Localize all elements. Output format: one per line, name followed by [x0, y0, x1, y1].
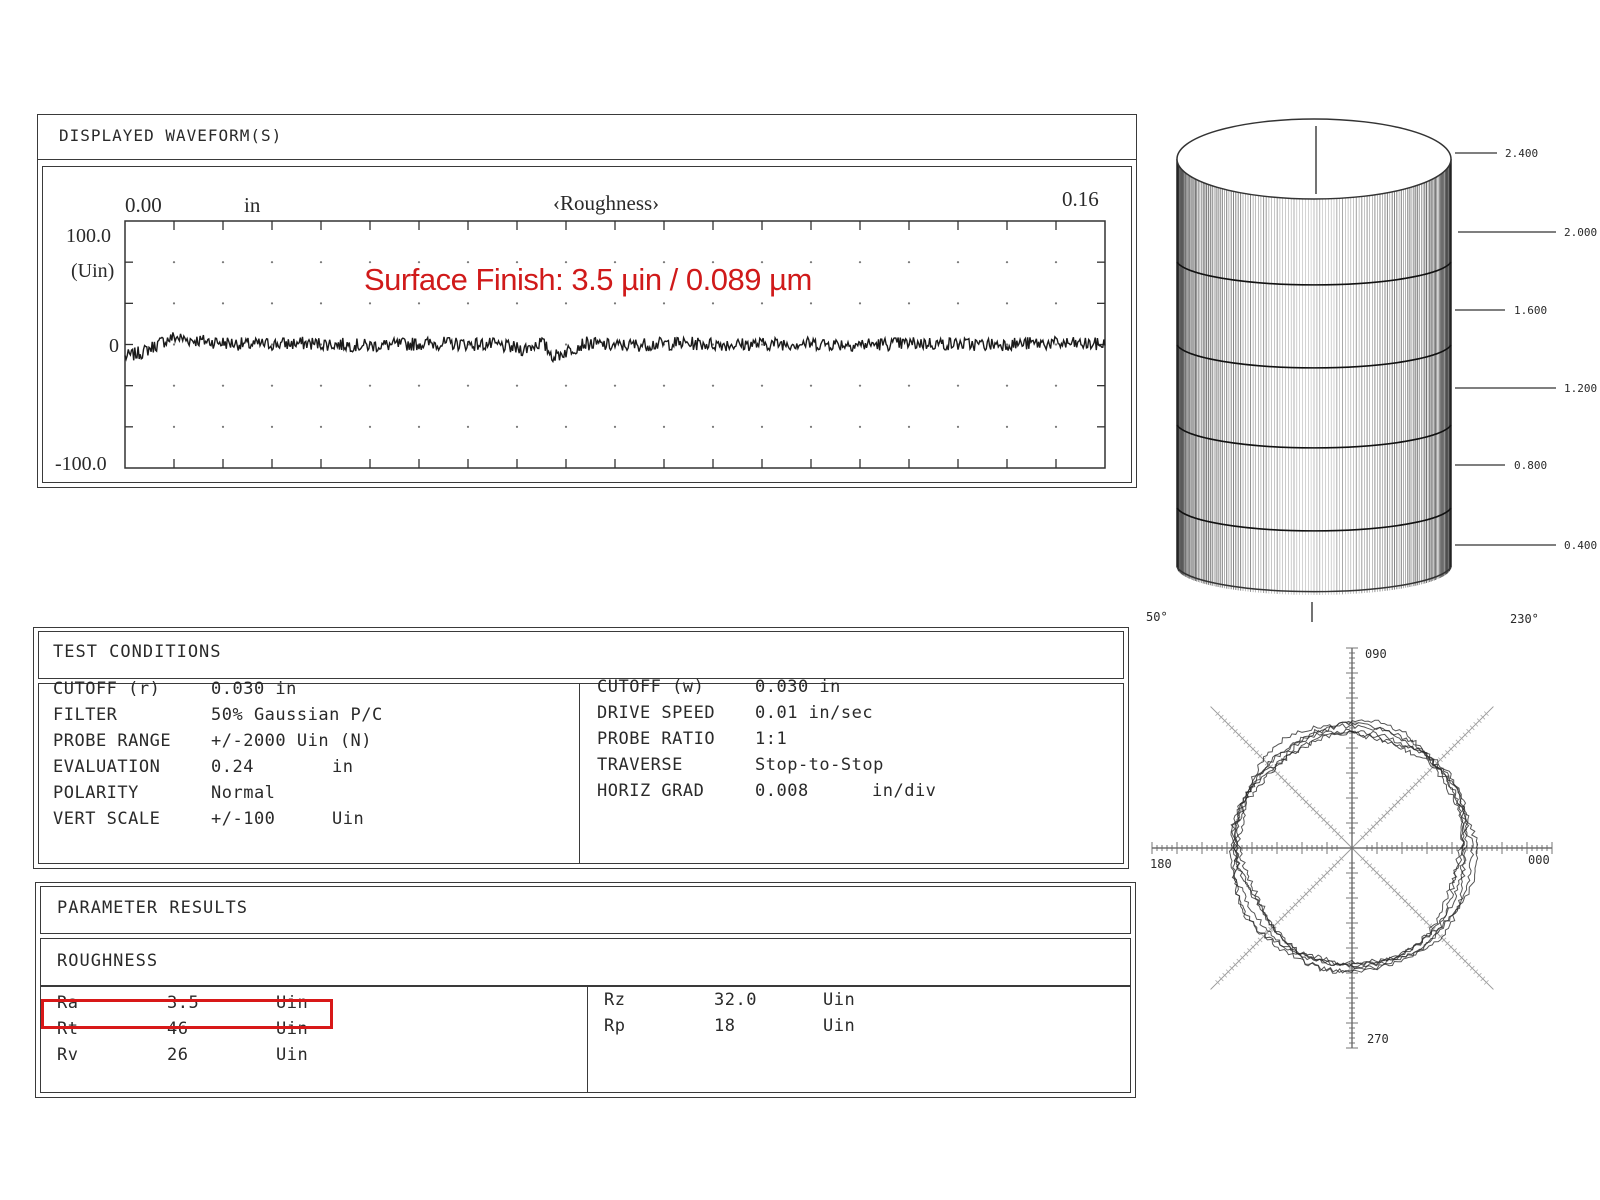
param-row	[53, 809, 533, 833]
grid-dot	[908, 261, 910, 263]
param-key: CUTOFF (r)	[53, 679, 161, 699]
grid-dot	[614, 302, 616, 304]
grid-dot	[516, 426, 518, 428]
param-value: 0.030 in	[211, 679, 297, 699]
param-key: PROBE RANGE	[53, 731, 172, 751]
grid-dot	[761, 426, 763, 428]
grid-dot	[761, 385, 763, 387]
grid-dot	[663, 302, 665, 304]
grid-dot	[810, 302, 812, 304]
cylinder-top	[1177, 119, 1451, 199]
param-value: 0.008	[755, 781, 809, 801]
y-zero-label: 0	[109, 335, 119, 357]
param-key: DRIVE SPEED	[597, 703, 716, 723]
polar-top-label: 090	[1365, 647, 1387, 661]
parameter-results-panel	[35, 882, 1136, 1098]
param-row	[53, 705, 533, 729]
grid-dot	[957, 426, 959, 428]
grid-dot	[418, 426, 420, 428]
param-key: PROBE RATIO	[597, 729, 716, 749]
param-value: 1:1	[755, 729, 788, 749]
grid-dot	[222, 261, 224, 263]
grid-dot	[271, 261, 273, 263]
parameter-results-title: PARAMETER RESULTS	[57, 898, 248, 918]
param-value: 3.5	[167, 993, 200, 1013]
param-key: FILTER	[53, 705, 118, 725]
grid-dot	[957, 385, 959, 387]
grid-dot	[1006, 385, 1008, 387]
surface-finish-annotation: Surface Finish: 3.5 µin / 0.089 µm	[364, 262, 812, 297]
grid-dot	[369, 385, 371, 387]
param-row	[597, 729, 1077, 753]
x-end-label: 0.16	[1062, 187, 1099, 211]
param-row	[604, 1016, 1084, 1040]
height-scale-label: 2.400	[1505, 147, 1539, 160]
param-key: EVALUATION	[53, 757, 161, 777]
grid-dot	[1006, 426, 1008, 428]
grid-dot	[1055, 261, 1057, 263]
grid-dot	[859, 385, 861, 387]
cylinder-surface-stripes	[1177, 159, 1451, 595]
param-unit: Uin	[276, 1045, 309, 1065]
param-row	[53, 783, 533, 807]
param-value: 18	[714, 1016, 736, 1036]
grid-dot	[173, 385, 175, 387]
test-conditions-title: TEST CONDITIONS	[53, 642, 222, 662]
roughness-subtitle: ROUGHNESS	[57, 951, 159, 971]
grid-dot	[1055, 302, 1057, 304]
param-value: 50% Gaussian P/C	[211, 705, 383, 725]
param-unit: Uin	[332, 809, 365, 829]
grid-dot	[712, 426, 714, 428]
grid-dot	[712, 302, 714, 304]
param-value: +/-100	[211, 809, 276, 829]
grid-dot	[614, 385, 616, 387]
grid-dot	[565, 302, 567, 304]
param-value: 0.01 in/sec	[755, 703, 874, 723]
y-top-label: 100.0	[66, 225, 111, 247]
grid-dot	[859, 426, 861, 428]
grid-dot	[810, 385, 812, 387]
grid-dot	[271, 426, 273, 428]
waveform-title: DISPLAYED WAVEFORM(S)	[59, 126, 283, 145]
grid-dot	[467, 426, 469, 428]
param-unit: in	[332, 757, 354, 777]
height-scale-label: 0.800	[1514, 459, 1548, 472]
grid-dot	[663, 426, 665, 428]
param-key: Rp	[604, 1016, 626, 1036]
polar-bottom-label: 270	[1367, 1032, 1389, 1046]
param-value: 0.030 in	[755, 677, 841, 697]
polar-plot	[1150, 647, 1552, 1048]
cylinder-left-angle: 50°	[1146, 610, 1168, 624]
param-key: Rt	[57, 1019, 79, 1039]
x-start-label: 0.00	[125, 193, 162, 217]
param-key: Ra	[57, 993, 79, 1013]
grid-dot	[565, 426, 567, 428]
y-unit-label: (Uin)	[71, 260, 115, 282]
grid-dot	[908, 426, 910, 428]
grid-dot	[222, 302, 224, 304]
grid-dot	[320, 385, 322, 387]
param-row	[53, 757, 533, 781]
test-conditions-panel	[33, 627, 1129, 869]
grid-dot	[908, 385, 910, 387]
grid-dot	[271, 385, 273, 387]
grid-dot	[222, 385, 224, 387]
grid-dot	[467, 385, 469, 387]
param-value: +/-2000 Uin (N)	[211, 731, 373, 751]
param-row	[597, 781, 1077, 805]
grid-dot	[516, 385, 518, 387]
grid-dot	[271, 302, 273, 304]
plot-label: ‹Roughness›	[553, 191, 660, 215]
param-key: VERT SCALE	[53, 809, 161, 829]
param-value: 26	[167, 1045, 189, 1065]
height-scale-label: 1.600	[1514, 304, 1548, 317]
grid-dot	[369, 426, 371, 428]
grid-dot	[565, 385, 567, 387]
grid-dot	[418, 302, 420, 304]
grid-dot	[761, 302, 763, 304]
grid-dot	[810, 426, 812, 428]
grid-dot	[320, 261, 322, 263]
param-value: 32.0	[714, 990, 757, 1010]
polar-left-label: 180	[1150, 857, 1172, 871]
grid-dot	[173, 426, 175, 428]
y-bottom-label: -100.0	[55, 453, 107, 475]
param-unit: in/div	[872, 781, 937, 801]
cylinder-right-angle: 230°	[1510, 612, 1539, 626]
param-value: Stop-to-Stop	[755, 755, 884, 775]
grid-dot	[1006, 302, 1008, 304]
grid-dot	[320, 426, 322, 428]
x-unit-label: in	[244, 193, 261, 217]
grid-dot	[957, 261, 959, 263]
param-value: Normal	[211, 783, 276, 803]
param-value: 0.24	[211, 757, 254, 777]
height-scale-label: 0.400	[1564, 539, 1598, 552]
param-key: CUTOFF (w)	[597, 677, 705, 697]
grid-dot	[1055, 385, 1057, 387]
grid-dot	[516, 302, 518, 304]
param-unit: Uin	[823, 990, 856, 1010]
roughness-subtitle-bar	[40, 938, 1131, 986]
ra-highlight-box	[41, 999, 333, 1029]
param-row	[597, 677, 1077, 701]
grid-dot	[908, 302, 910, 304]
param-row	[597, 755, 1077, 779]
grid-dot	[1055, 426, 1057, 428]
grid-dot	[614, 426, 616, 428]
cylinder-height-scale	[1455, 147, 1597, 552]
cylinder-plot	[1146, 119, 1597, 626]
height-scale-label: 2.000	[1564, 226, 1598, 239]
grid-dot	[173, 302, 175, 304]
param-key: Rv	[57, 1045, 79, 1065]
grid-dot	[859, 302, 861, 304]
grid-dot	[1006, 261, 1008, 263]
param-unit: Uin	[276, 993, 309, 1013]
results-column-divider	[587, 986, 588, 1093]
grid-dot	[369, 302, 371, 304]
grid-dot	[418, 385, 420, 387]
polar-axes	[1152, 648, 1552, 1048]
param-row	[53, 731, 533, 755]
grid-dot	[712, 385, 714, 387]
grid-dot	[1055, 343, 1057, 345]
grid-dot	[467, 302, 469, 304]
param-value: 46	[167, 1019, 189, 1039]
test-column-divider	[579, 683, 580, 864]
grid-dot	[222, 426, 224, 428]
param-row	[597, 703, 1077, 727]
param-key: POLARITY	[53, 783, 139, 803]
grid-dot	[173, 343, 175, 345]
param-key: TRAVERSE	[597, 755, 683, 775]
grid-dot	[957, 302, 959, 304]
param-key: HORIZ GRAD	[597, 781, 705, 801]
param-unit: Uin	[823, 1016, 856, 1036]
grid-dot	[663, 385, 665, 387]
polar-right-label: 000	[1528, 853, 1550, 867]
param-key: Rz	[604, 990, 626, 1010]
height-scale-label: 1.200	[1564, 382, 1598, 395]
grid-dot	[859, 261, 861, 263]
grid-dot	[565, 343, 567, 345]
roughness-trace	[125, 332, 1105, 361]
grid-dot	[761, 343, 763, 345]
grid-dot	[173, 261, 175, 263]
param-row	[53, 679, 533, 703]
grid-dot	[320, 302, 322, 304]
param-row	[57, 1045, 537, 1069]
param-unit: Uin	[276, 1019, 309, 1039]
param-row	[604, 990, 1084, 1014]
